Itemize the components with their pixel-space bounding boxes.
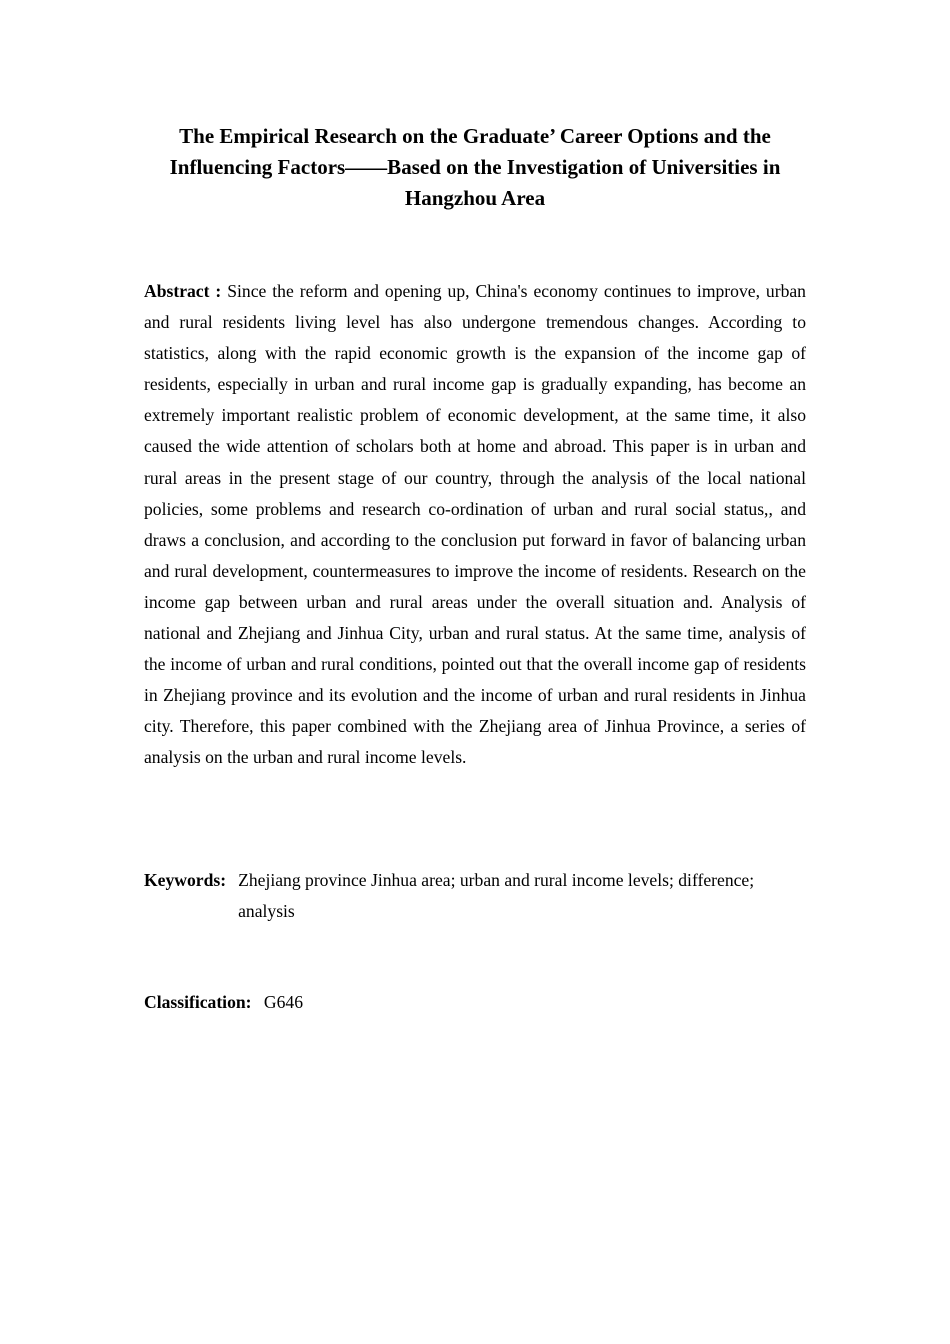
- classification-section: [144, 987, 806, 1018]
- keywords-label: Keywords:: [144, 870, 227, 890]
- abstract-paragraph: [144, 276, 806, 774]
- title-line-2: Influencing Factors——Based on the Investigation of Universities in: [169, 155, 781, 179]
- abstract-label: Abstract :: [144, 281, 222, 301]
- classification-label: Classification:: [144, 992, 252, 1012]
- title-line-3: Hangzhou Area: [404, 186, 546, 210]
- title-line-1: The Empirical Research on the Graduate’ Career Options and the: [179, 124, 771, 148]
- keywords-section: [144, 865, 806, 927]
- abstract-text: Since the reform and opening up, China's economy continues to improve, urban and rural residents living level has also undergone tremendous changes. According to statistics, along with the rapid economic growth is the expansion of the income gap of residents, especially in urban and rural income gap is gradually expanding, has become an extremely important realistic problem of economic development, at the same time, it also caused the wide attention of scholars both at home and abroad. This paper is in urban and rural areas in the present stage of our country, through the analysis of the local national policies, some problems and research co-ordination of urban and rural social status,, and draws a conclusion, and according to the conclusion put forward in favor of balancing urban and rural development, countermeasures to improve the income of residents. Research on the income gap between urban and rural areas under the overall situation and. Analysis of national and Zhejiang and Jinhua City, urban and rural status. At the same time, analysis of the income of urban and rural conditions, pointed out that the overall income gap of residents in Zhejiang province and its evolution and the income of urban and rural residents in Jinhua city. Therefore, this paper combined with the Zhejiang area of Jinhua Province, a series of analysis on the urban and rural income levels.: [144, 281, 806, 768]
- paper-title: [144, 121, 806, 214]
- keywords-text: Zhejiang province Jinhua area; urban and rural income levels; difference; analysis: [238, 870, 755, 922]
- classification-value: G646: [263, 992, 304, 1012]
